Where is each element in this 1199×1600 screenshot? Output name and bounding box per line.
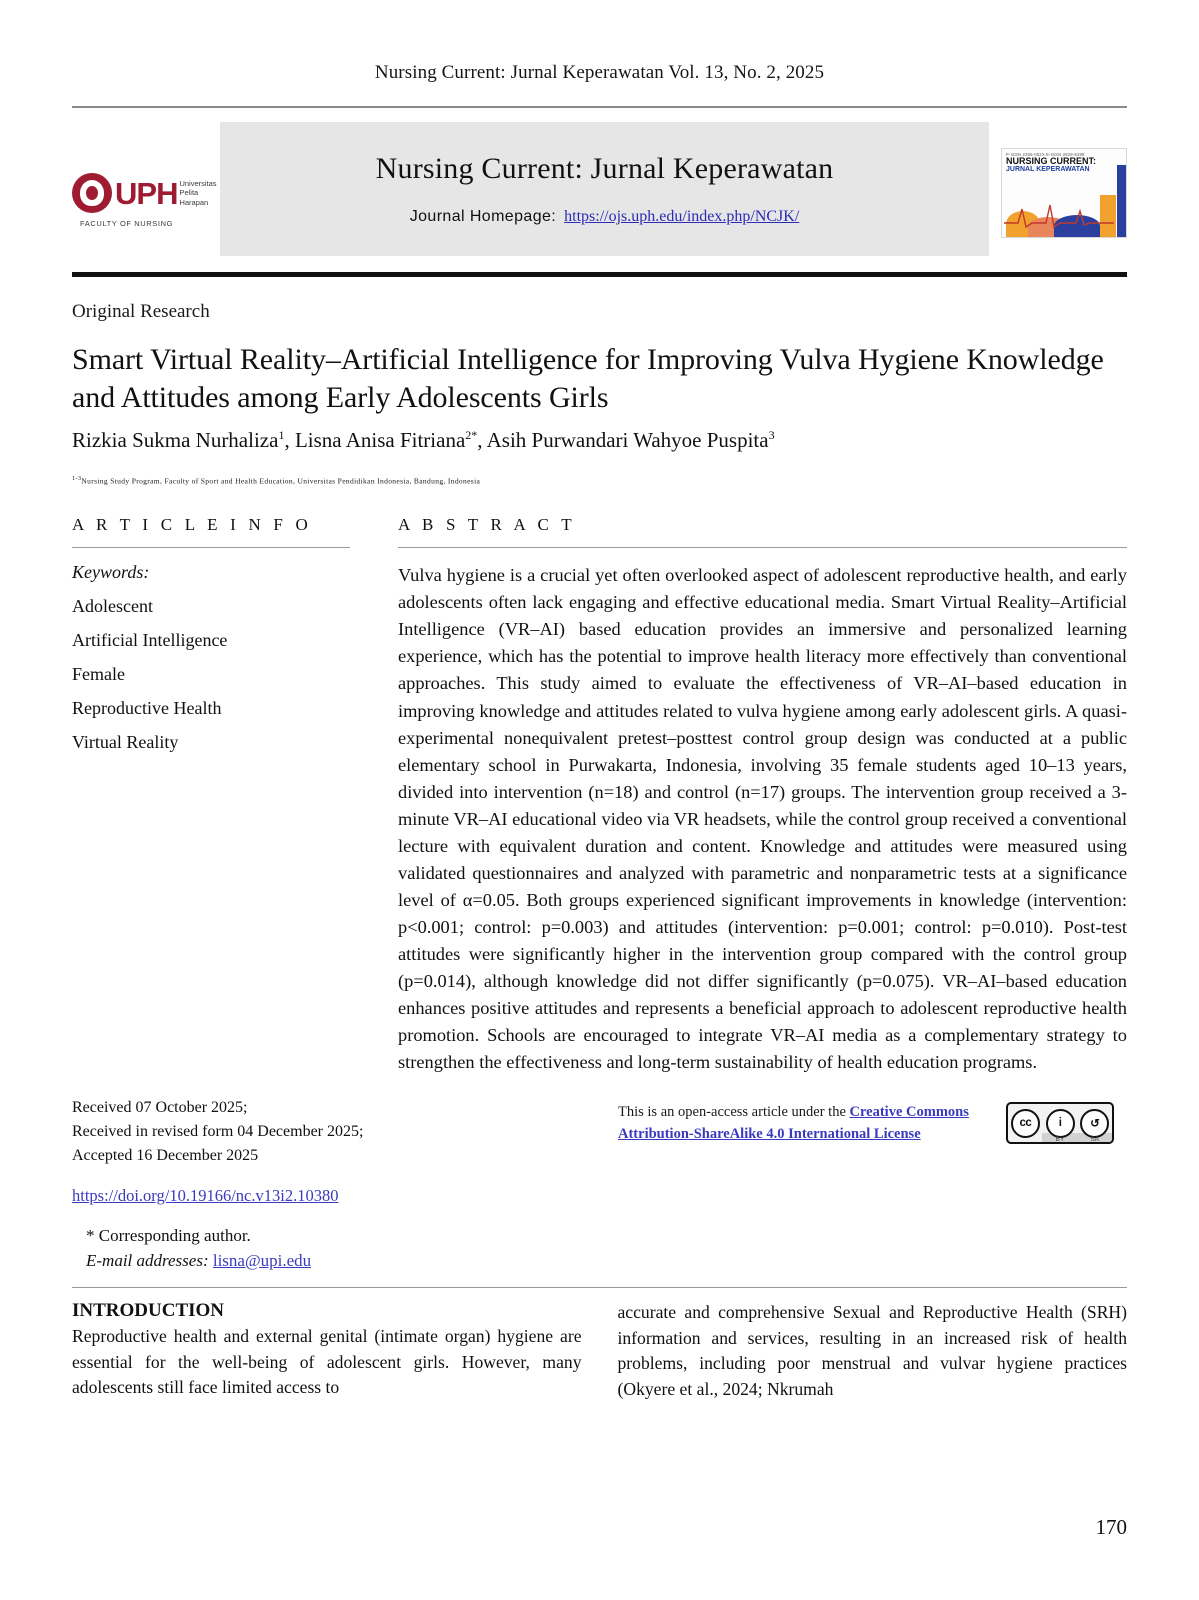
license-link[interactable]: Creative Commons Attribution-ShareAlike 4.0 International License: [618, 1104, 969, 1142]
keyword-item: Female: [72, 664, 125, 685]
cover-issn: P-ISSN 2355-052X E-ISSN 2829-9299: [1006, 152, 1085, 157]
journal-homepage-row: [410, 208, 800, 226]
running-head: Nursing Current: Jurnal Keperawatan Vol. 13, No. 2, 2025: [374, 62, 825, 83]
introduction-text-continued: accurate and comprehensive Sexual and Reproductive Health (SRH) information and services, resulting in an increased risk of health problems, including poor menstrual and vulvar hygiene practices (Okyere et al., 2024; Nkrumah: [617, 1302, 1127, 1399]
masthead-content: [220, 122, 989, 256]
date-accepted: Accepted 16 December 2025: [72, 1147, 259, 1165]
introduction-text: Reproductive health and external genital (intimate organ) hygiene are essential for the well-being of adolescent girls. However, many adolescents still face limited access to: [72, 1326, 582, 1398]
article-type: Original Research: [72, 301, 210, 322]
journal-title: Nursing Current: Jurnal Keperawatan: [375, 152, 834, 185]
cover-title-line1: NURSING CURRENT:: [1006, 156, 1096, 166]
abstract-divider: [398, 547, 1127, 548]
corresponding-author-note: * Corresponding author.: [86, 1226, 251, 1246]
cc-cell-sa: [1077, 1104, 1112, 1142]
journal-homepage-link[interactable]: https://ojs.uph.edu/index.php/NCJK/: [564, 208, 800, 225]
cc-sa-label: SA: [1090, 1136, 1100, 1144]
doi-link[interactable]: https://doi.org/10.19166/nc.v13i2.10380: [72, 1186, 339, 1206]
article-info-column: [72, 515, 350, 1076]
info-abstract-section: [72, 515, 1127, 1076]
cc-sa-sharealike-icon: ↺: [1080, 1109, 1109, 1138]
cc-logo-icon: cc: [1011, 1109, 1040, 1138]
cover-artwork: [1002, 195, 1126, 237]
masthead-bottom-rule: [72, 272, 1127, 277]
keyword-item: Artificial Intelligence: [72, 630, 228, 651]
abstract-text: Vulva hygiene is a crucial yet often overlooked aspect of adolescent reproductive health, and early adolescents often lack engaging and effective educational media. Smart Virtual Reality–Artificial Intelligence (VR–AI) based education provides an immersive and personalized learning experience, which has the potential to improve health literacy more effectively than conventional approaches. This study aimed to evaluate the effectiveness of VR–AI–based education in improving knowledge and attitudes related to vulva hygiene among early adolescent girls. A quasi-experimental nonequivalent pretest–posttest control group design was conducted at a public elementary school in Purwakarta, Indonesia, involving 35 female students aged 10–13 years, divided into intervention (n=18) and control (n=17) groups. The intervention group received a 3-minute VR–AI educational video via VR headsets, while the control group received a conventional lecture with equivalent duration and content. Knowledge and attitudes were measured using validated questionnaires and analyzed with parametric and nonparametric tests at a significance level of α=0.05. Both groups experienced significant improvements in knowledge (intervention: p<0.001; control: p=0.003) and attitudes (intervention: p=0.001; control: p=0.010). Post-test attitudes were significantly higher in the intervention group compared with the control group (p=0.014), although knowledge did not differ significantly (p=0.075). VR–AI–based education enhances positive attitudes and represents a beneficial approach to adolescent reproductive health promotion. Schools are encouraged to integrate VR–AI media as a complementary strategy to strengthen the effectiveness and long-term sustainability of health education programs.: [398, 565, 1127, 1073]
article-meta-section: [72, 1096, 1127, 1273]
dates-column: [72, 1096, 592, 1273]
body-top-rule: [72, 1287, 1127, 1288]
license-column: [618, 1096, 1127, 1273]
journal-homepage-label: Journal Homepage:: [409, 208, 557, 225]
cc-cell-by: [1043, 1104, 1078, 1142]
email-link[interactable]: lisna@upi.edu: [212, 1250, 312, 1270]
uph-wordmark: [115, 175, 178, 211]
license-prefix: This is an open-access article under the: [618, 1104, 850, 1121]
uph-seal-icon: [72, 173, 112, 213]
header-divider: [72, 106, 1127, 108]
cover-ecg-icon: [1004, 201, 1114, 231]
journal-masthead: [72, 122, 1127, 262]
email-label: E-mail addresses:: [86, 1250, 209, 1270]
keywords-label: Keywords:: [72, 562, 150, 583]
uph-line-2: Pelita: [179, 188, 199, 198]
body-column-left: [72, 1300, 582, 1402]
author-affiliation: $^{1-3}$Nursing Study Program, Faculty of Sport and Health Education, Universitas Pendidikan Indonesia, Bandung, Indonesia: [72, 474, 481, 486]
body-columns: [72, 1300, 1127, 1402]
keyword-item: Adolescent: [72, 596, 153, 617]
abstract-heading: A B S T R A C T: [398, 515, 576, 535]
date-received: Received 07 October 2025;: [72, 1099, 248, 1117]
cc-by-label: BY: [1055, 1136, 1065, 1144]
publication-dates: [72, 1096, 592, 1168]
creative-commons-badge-icon: [1006, 1102, 1114, 1144]
uph-line-1: Universitas: [179, 178, 217, 188]
abstract-column: [398, 515, 1127, 1076]
journal-cover-thumbnail: [1001, 148, 1127, 238]
cc-cell-logo: [1008, 1104, 1043, 1142]
article-info-heading: A R T I C L E I N F O: [72, 515, 312, 535]
body-column-right: [618, 1300, 1128, 1402]
page-title: Smart Virtual Reality–Artificial Intelligence for Improving Vulva Hygiene Knowledge and Attitudes among Early Adolescents Girls: [72, 343, 1104, 415]
uph-university-lines: [179, 179, 216, 207]
corresponding-author-block: [72, 1224, 592, 1273]
cc-by-person-icon: i: [1046, 1109, 1075, 1138]
license-text: [618, 1102, 990, 1146]
article-info-divider: [72, 547, 350, 548]
page-number: 170: [1095, 1515, 1127, 1539]
date-revised: Received in revised form 04 December 2025;: [72, 1123, 364, 1141]
keyword-item: Reproductive Health: [72, 698, 222, 719]
uph-acronym: UPH: [115, 175, 178, 211]
author-list: Rizkia Sukma Nurhaliza$^1$, Lisna Anisa Fitriana$^{2*}$, Asih Purwandari Wahyoe Puspita$^3$: [72, 427, 775, 452]
cover-title-line2: JURNAL KEPERAWATAN: [1006, 166, 1090, 174]
corresponding-email-row: [86, 1249, 592, 1274]
cover-bar-blue: [1117, 165, 1126, 237]
uph-faculty-label: FACULTY OF NURSING: [80, 219, 174, 228]
uph-line-3: Harapan: [179, 197, 209, 207]
introduction-heading: INTRODUCTION: [72, 1300, 225, 1322]
uph-logo: [72, 160, 222, 226]
keyword-item: Virtual Reality: [72, 732, 179, 753]
license-block: [618, 1102, 1127, 1146]
